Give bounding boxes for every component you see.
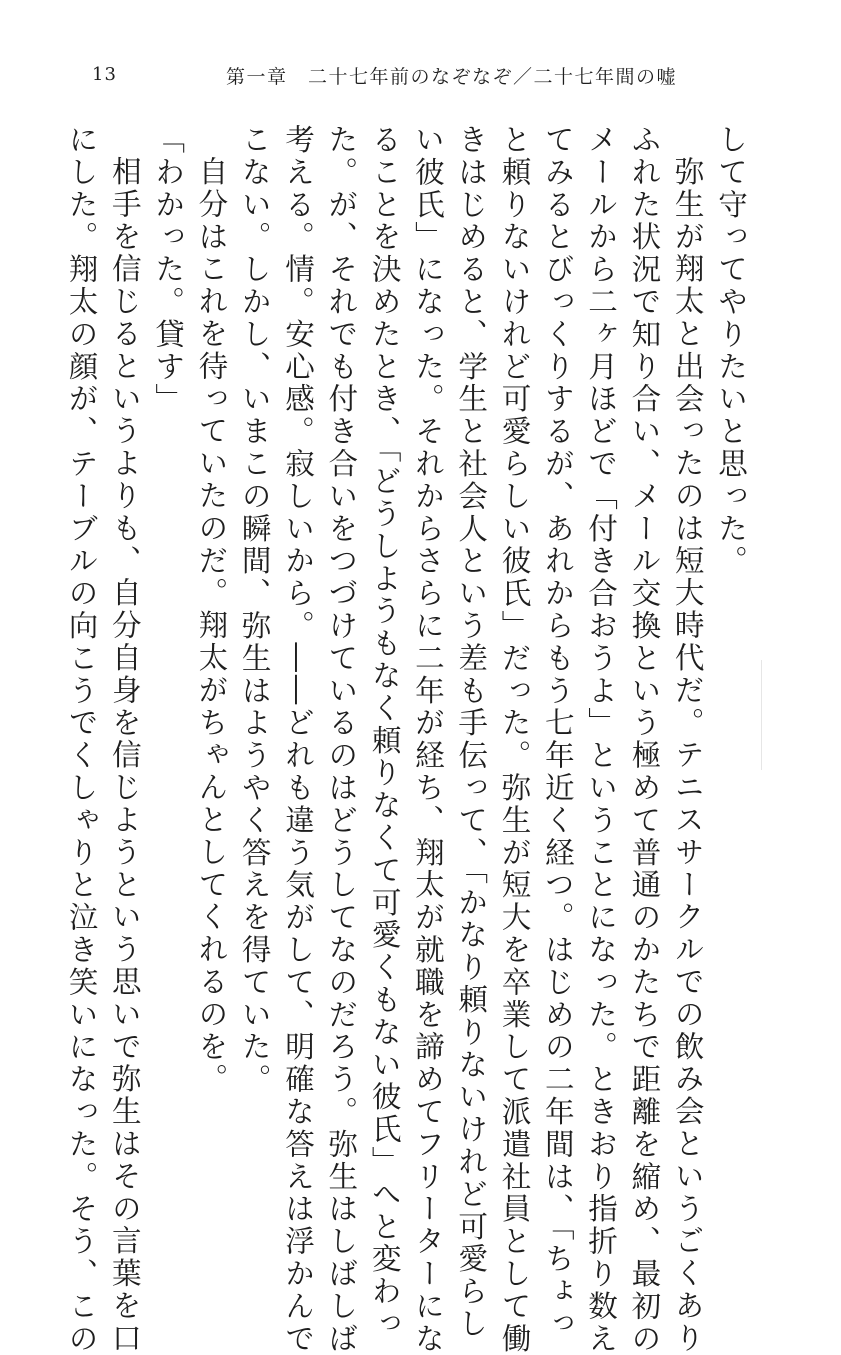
text-line: と頼りないけれど可愛らしい彼氏」だった。弥生が短大を卒業して派遣社員として働 xyxy=(497,124,532,1355)
text-line: ふれた状況で知り合い、メール交換という極めて普通のかたちで距離を縮め、最初の xyxy=(627,124,662,1355)
page-number: 13 xyxy=(92,64,117,85)
text-line: 相手を信じるというよりも、自分自身を信じようという思いで弥生はその言葉を口 xyxy=(107,156,142,1355)
text-line: きはじめると、学生と社会人という差も手伝って、「かなり頼りないけれど可愛らし xyxy=(454,124,489,1341)
text-line: い彼氏」になった。それからさらに二年が経ち、翔太が就職を諦めてフリーターにな xyxy=(410,124,445,1355)
running-header: 第一章 二十七年前のなぞなぞ／二十七年間の嘘 xyxy=(226,66,678,88)
text-line: して守ってやりたいと思った。 xyxy=(714,124,748,578)
text-line: 自分はこれを待っていたのだ。翔太がちゃんとしてくれるのを。 xyxy=(194,156,229,1096)
text-line: メールから二ヶ月ほどで「付き合おうよ」ということになった。ときおり指折り数え xyxy=(584,124,619,1355)
text-line: にした。翔太の顔が、テーブルの向こうでくしゃりと泣き笑いになった。そう、この xyxy=(64,124,99,1355)
text-line: 考える。情。安心感。寂しいから。――どれも違う気がして、明確な答えは浮かんで xyxy=(281,124,316,1355)
text-line: ることを決めたとき、「どうしようもなく頼りなくて可愛くもない彼氏」へと変わっ xyxy=(367,124,402,1341)
text-line: てみるとびっくりするが、あれからもう七年近く経つ。はじめの二年間は、「ちょっ xyxy=(540,124,575,1341)
margin-rule xyxy=(761,660,762,770)
text-line: 「わかった。貸す」 xyxy=(151,124,186,416)
text-line: こない。しかし、いまこの瞬間、弥生はようやく答えを得ていた。 xyxy=(237,124,272,1096)
body-text xyxy=(59,124,752,1355)
text-line: た。が、それでも付き合いをつづけているのはどうしてなのだろう。弥生はしばしば xyxy=(324,124,359,1355)
text-line: 弥生が翔太と出会ったのは短大時代だ。テニスサークルでの飲み会というごくあり xyxy=(670,156,705,1355)
